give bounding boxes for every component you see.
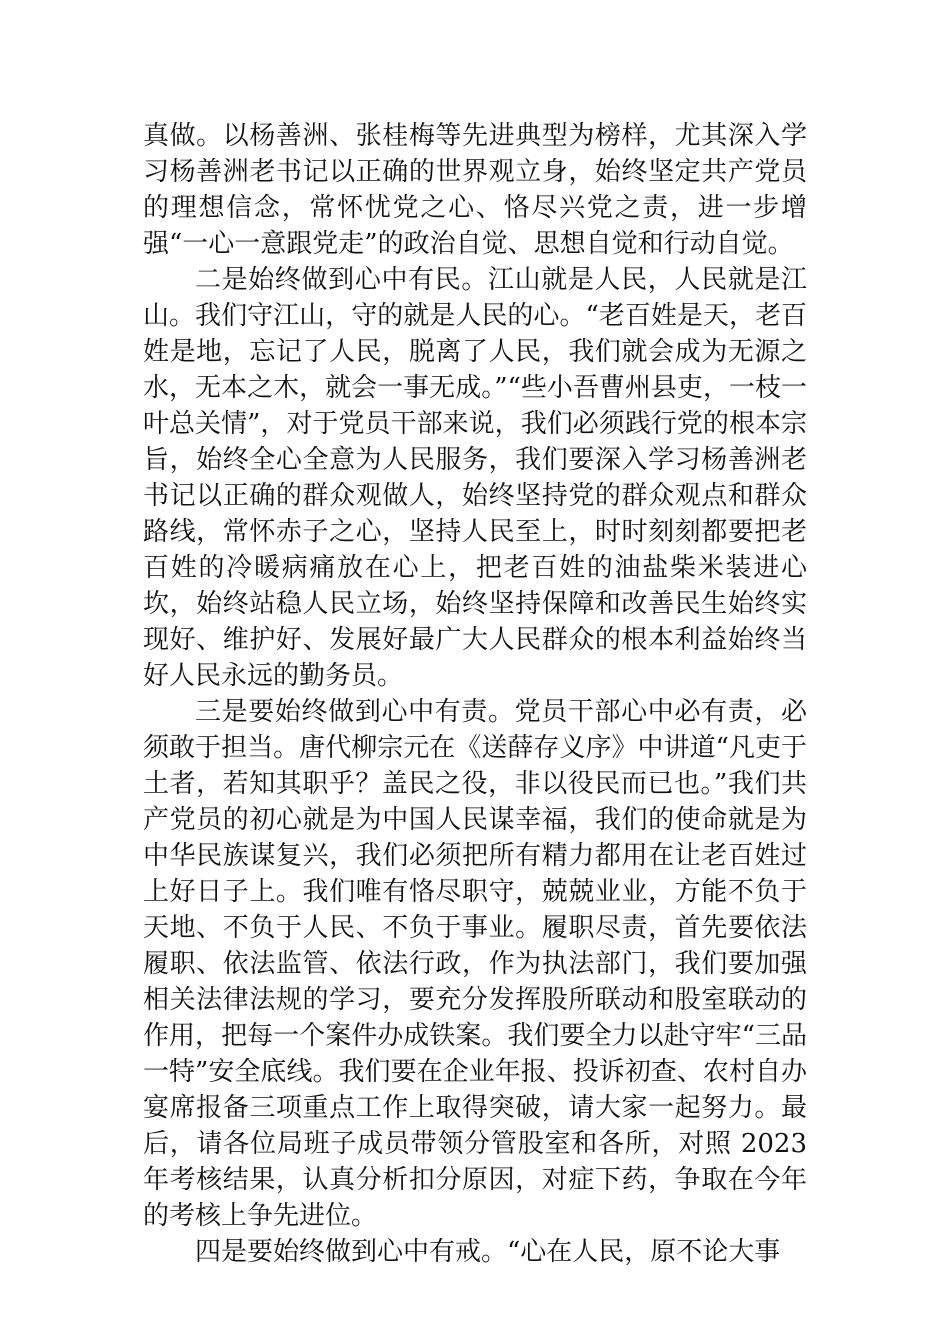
- document-page: [143, 118, 807, 1270]
- paragraph-3: 三是要始终做到心中有责。党员干部心中必有责，必须敢于担当。唐代柳宗元在《送薛存义序》中讲道“凡吏于土者，若知其职乎？盖民之役，非以役民而已也。”我们共产党员的初心就是为中国人民谋幸福，我们的使命就是为中华民族谋复兴，我们必须把所有精力都用在让老百姓过上好日子上。我们唯有恪尽职守，兢兢业业，方能不负于天地、不负于人民、不负于事业。履职尽责，首先要依法履职、依法监管、依法行政，作为执法部门，我们要加强相关法律法规的学习，要充分发挥股所联动和股室联动的作用，把每一个案件办成铁案。我们要全力以赴守牢“三品一特”安全底线。我们要在企业年报、投诉初查、农村自办宴席报备三项重点工作上取得突破，请大家一起努力。最后，请各位局班子成员带领分管股室和各所，对照 2023 年考核结果，认真分析扣分原因，对症下药，争取在今年的考核上争先进位。: [143, 697, 807, 1231]
- paragraph-2: 二是始终做到心中有民。江山就是人民，人民就是江山。我们守江山，守的就是人民的心。“老百姓是天，老百姓是地，忘记了人民，脱离了人民，我们就会成为无源之水，无本之木，就会一事无成。”“些小吾曹州县吏，一枝一叶总关情”，对于党员干部来说，我们必须践行党的根本宗旨，始终全心全意为人民服务，我们要深入学习杨善洲老书记以正确的群众观做人，始终坚持党的群众观点和群众路线，常怀赤子之心，坚持人民至上，时时刻刻都要把老百姓的冷暖病痛放在心上，把老百姓的油盐柴米装进心坎，始终站稳人民立场，始终坚持保障和改善民生始终实现好、维护好、发展好最广大人民群众的根本利益始终当好人民永远的勤务员。: [143, 265, 807, 691]
- paragraph-4: 四是要始终做到心中有戒。“心在人民，原不论大事: [195, 1237, 781, 1267]
- paragraph-1: 真做。以杨善洲、张桂梅等先进典型为榜样，尤其深入学习杨善洲老书记以正确的世界观立身，始终坚定共产党员的理想信念，常怀忧党之心、恪尽兴党之责，进一步增强“一心一意跟党走”的政治自觉、思想自觉和行动自觉。: [143, 121, 807, 259]
